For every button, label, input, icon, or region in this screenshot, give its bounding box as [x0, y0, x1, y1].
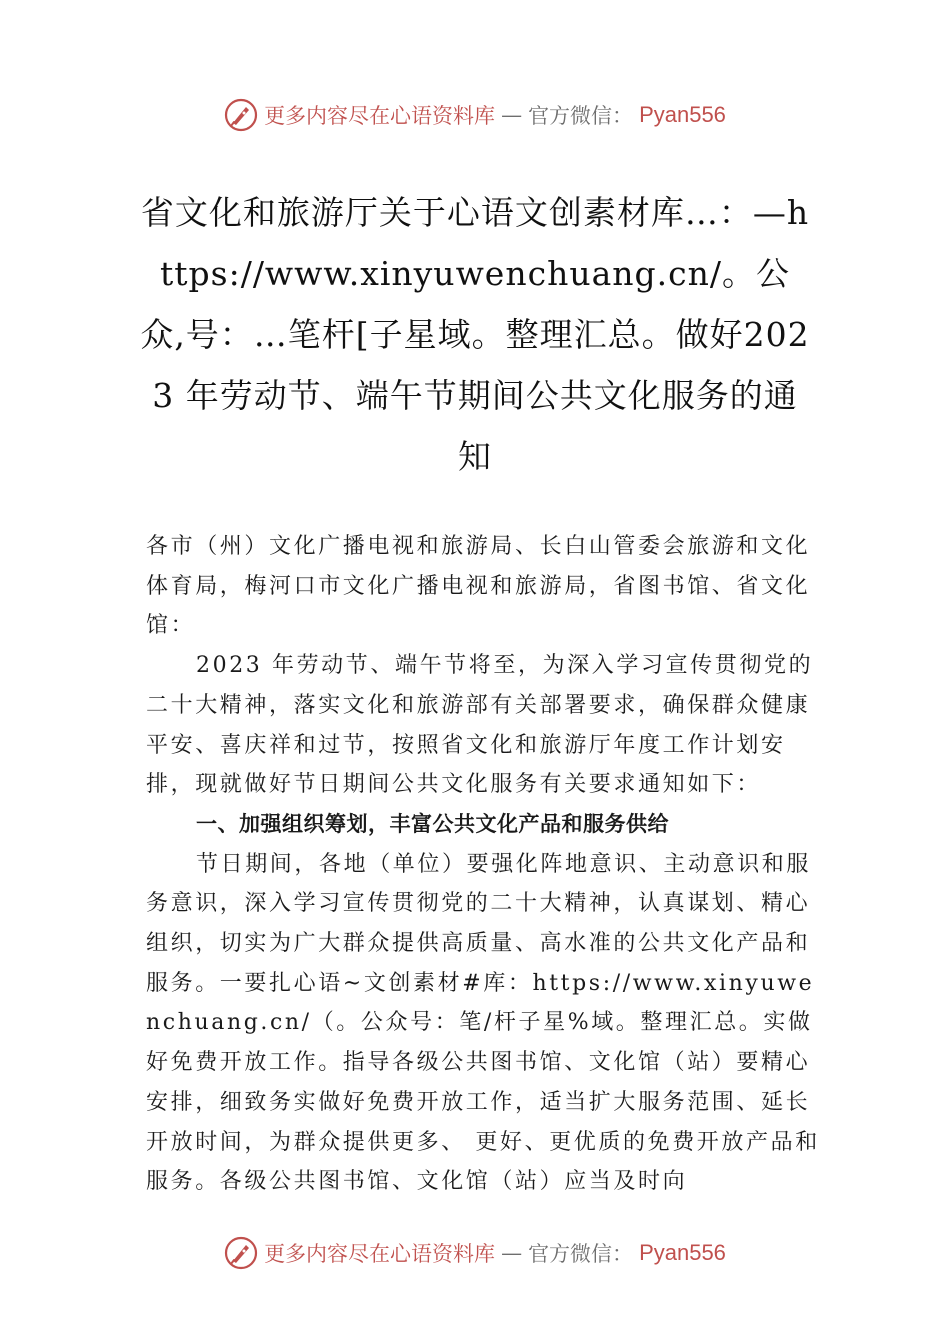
document-body	[146, 527, 826, 1202]
salutation-paragraph: 各市（州）文化广播电视和旅游局、长白山管委会旅游和文化体育局，梅河口市文化广播电视和旅游局，省图书馆、省文化馆：	[146, 534, 811, 639]
section-heading: 一、加强组织筹划，丰富公共文化产品和服务供给	[196, 811, 669, 836]
footer-wechat-id: Pyan556	[639, 1240, 726, 1265]
quill-pen-logo-icon	[224, 98, 258, 132]
document-title: 省文化和旅游厅关于心语文创素材库…：—https://www.xinyuwenchuang.cn/。公众,号：…笔杆[子星域。整理汇总。做好2023 年劳动节、端午节期间公共文化服务的通知	[140, 193, 810, 476]
header-wechat-label: 官方微信：	[528, 104, 634, 128]
footer-separator: —	[501, 1241, 523, 1265]
header-banner	[0, 95, 950, 135]
section-paragraph: 节日期间，各地（单位）要强化阵地意识、主动意识和服务意识，深入学习宣传贯彻党的二十大精神，认真谋划、精心组织，切实为广大群众提供高质量、高水准的公共文化产品和服务。一要扎心语~文创素材#库：https://www.xinyuwenchuang.cn/（。公众号：笔/杆子星%域。整理汇总。实做好免费开放工作。指导各级公共图书馆、文化馆（站）要精心安排，细致务实做好免费开放工作，适当扩大服务范围、延长开放时间，为群众提供更多、 更好、更优质的免费开放产品和服务。各级公共图书馆、文化馆（站）应当及时向	[146, 851, 820, 1195]
footer-banner	[0, 1233, 950, 1273]
intro-paragraph: 2023 年劳动节、端午节将至，为深入学习宣传贯彻党的二十大精神，落实文化和旅游部有关部署要求，确保群众健康平安、喜庆祥和过节，按照省文化和旅游厅年度工作计划安排，现就做好节日期间公共文化服务有关要求通知如下：	[146, 653, 814, 798]
header-wechat-id: Pyan556	[639, 102, 726, 127]
quill-pen-logo-icon	[224, 1236, 258, 1270]
header-slogan: 更多内容尽在心语资料库	[264, 104, 496, 128]
header-separator: —	[501, 103, 523, 127]
footer-slogan: 更多内容尽在心语资料库	[264, 1242, 496, 1266]
footer-wechat-label: 官方微信：	[528, 1242, 634, 1266]
